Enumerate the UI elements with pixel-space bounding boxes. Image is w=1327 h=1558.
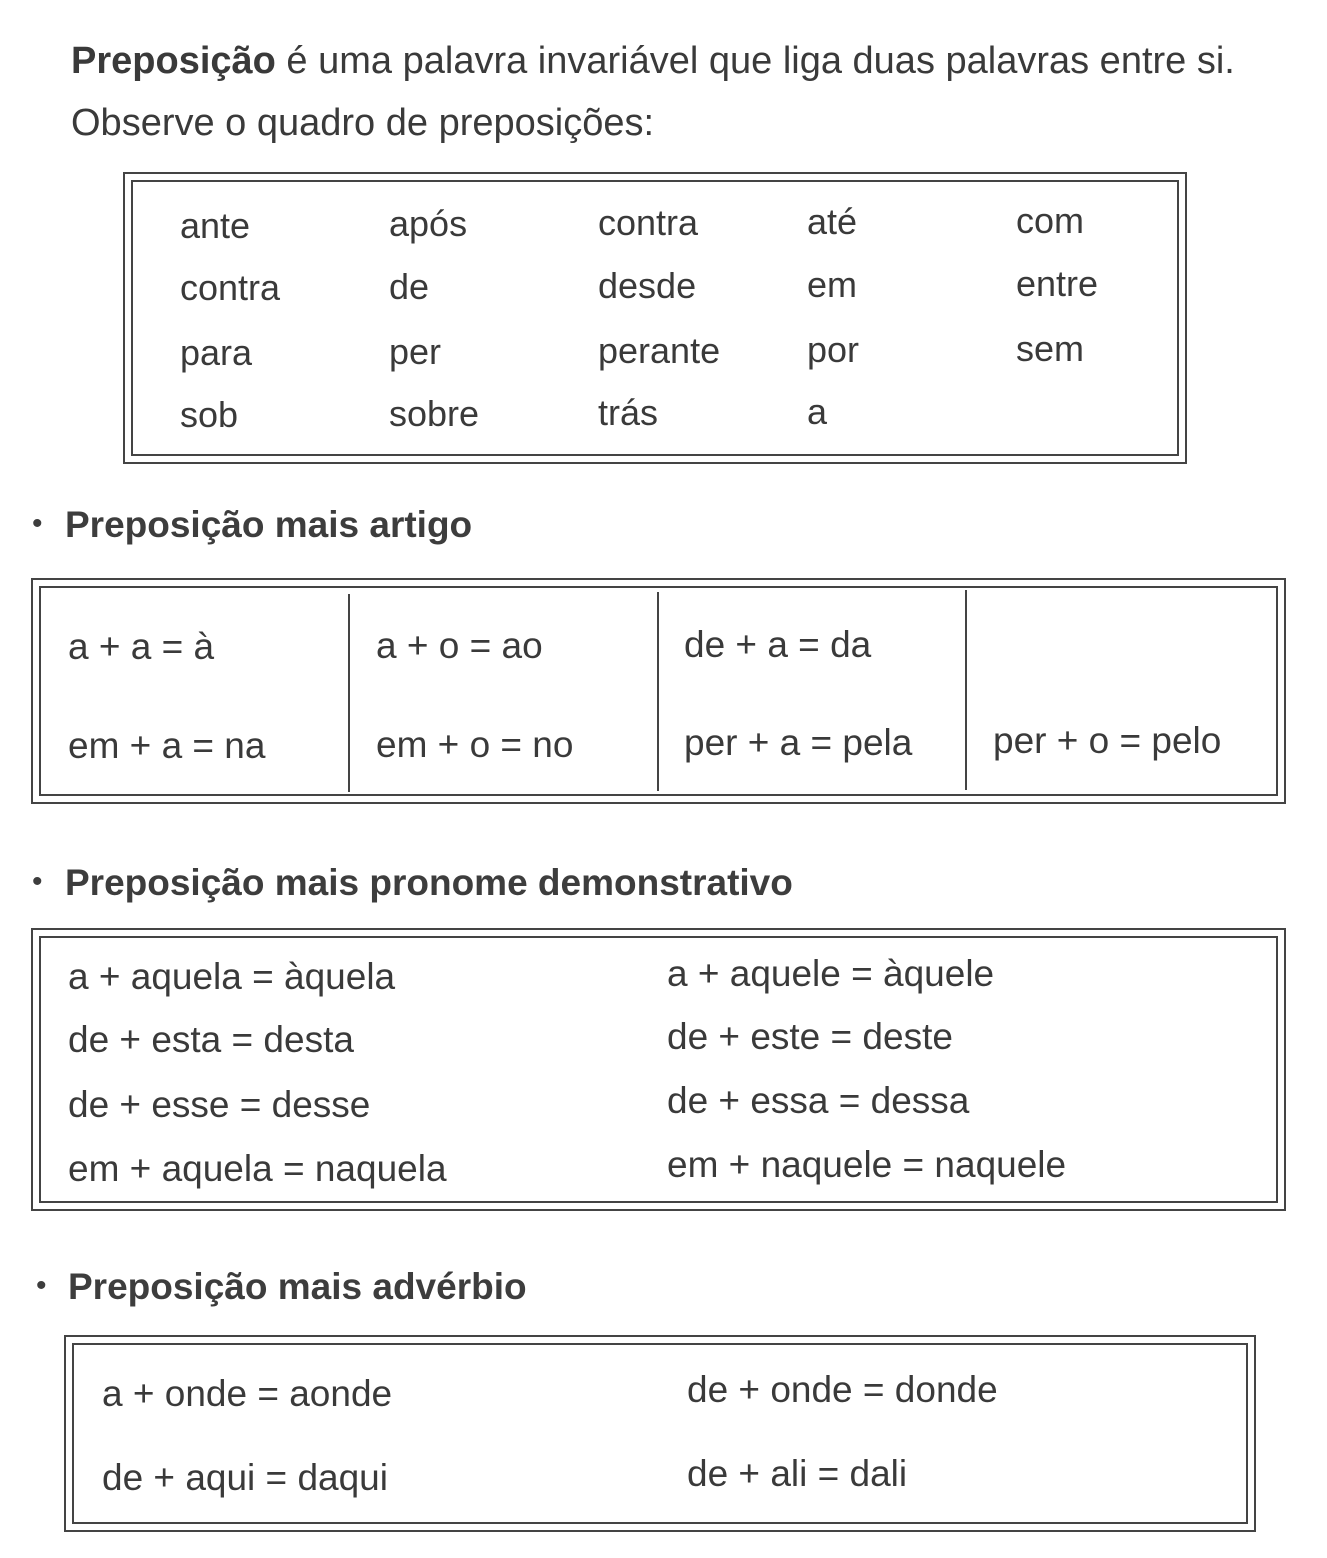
article-formula: per + o = pelo [993,720,1222,761]
adverb-formula: de + aqui = daqui [102,1457,388,1498]
article-formula: em + a = na [68,725,266,766]
article-formula: em + o = no [376,724,574,765]
article-formula: a + o = ao [376,625,543,666]
intro-term: Preposição [71,40,276,82]
preposition-cell: entre [1016,263,1099,304]
intro-instruction: Observe o quadro de preposições: [71,102,655,144]
preposition-cell: até [807,201,858,242]
article-formula: de + a = da [684,624,872,665]
demonstrative-formula: a + aquele = àquele [667,953,995,994]
intro-definition [71,42,1235,80]
adverb-formula: de + ali = dali [687,1453,908,1494]
article-formula: a + a = à [68,626,215,667]
demonstrative-formula: de + esta = desta [68,1019,354,1060]
preposition-cell: trás [598,392,659,433]
bullet-icon: • [32,865,43,898]
demonstrative-formula: de + essa = dessa [667,1080,970,1121]
intro-definition-text: é uma palavra invariável que liga duas palavras entre si. [275,40,1235,82]
preposition-cell: contra [180,267,281,308]
preposition-cell: perante [598,330,721,371]
section-heading-article: Preposição mais artigo [65,504,473,545]
article-formula: per + a = pela [684,722,913,763]
preposition-cell: desde [598,265,697,306]
preposition-cell: com [1016,200,1085,241]
adverb-formula: de + onde = donde [687,1369,998,1410]
bullet-icon: • [36,1269,47,1302]
preposition-cell: sem [1016,328,1085,369]
adverb-formula: a + onde = aonde [102,1373,393,1414]
preposition-cell: para [180,332,253,373]
demonstrative-formula: em + aquela = naquela [68,1148,447,1189]
preposition-cell: ante [180,205,251,246]
section-heading-demonstrative: Preposição mais pronome demonstrativo [65,862,793,903]
section-heading-adverb: Preposição mais advérbio [68,1266,527,1307]
preposition-cell: de [389,266,430,307]
demonstrative-formula: de + esse = desse [68,1084,371,1125]
article-table-divider [965,590,967,790]
article-table-divider [657,592,659,791]
article-table-divider [348,594,350,792]
preposition-cell: a [807,391,828,432]
preposition-cell: sob [180,394,239,435]
preposition-cell: contra [598,202,699,243]
preposition-cell: após [389,203,468,244]
preposition-cell: per [389,331,442,372]
demonstrative-formula: em + naquele = naquele [667,1144,1067,1185]
preposition-cell: sobre [389,393,480,434]
demonstrative-formula: a + aquela = àquela [68,956,396,997]
adverb-table [64,1335,1256,1532]
bullet-icon: • [32,507,43,540]
preposition-cell: por [807,329,860,370]
demonstrative-formula: de + este = deste [667,1016,953,1057]
preposition-cell: em [807,264,858,305]
